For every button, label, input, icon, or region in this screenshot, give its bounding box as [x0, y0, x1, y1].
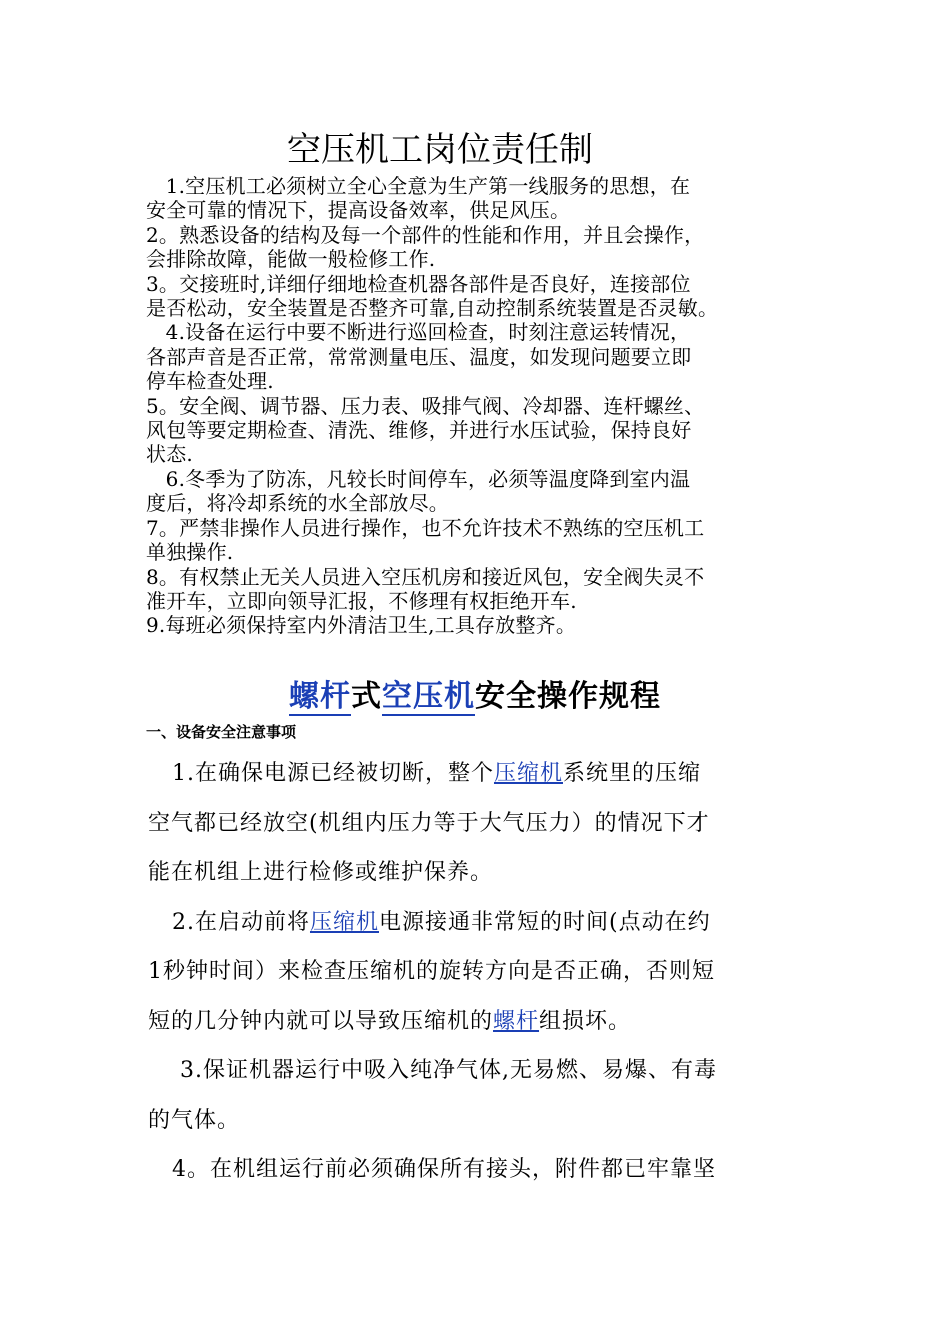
section1-line: 状态.: [146, 442, 193, 467]
section2-line: 4。在机组运行前必须确保所有接头，附件都已牢靠坚: [148, 1157, 716, 1182]
section1-line: 6.冬季为了防冻，凡较长时间停车，必须等温度降到室内温: [146, 466, 691, 491]
section1-line: 8。有权禁止无关人员进入空压机房和接近风包，安全阀失灵不: [146, 564, 705, 589]
section1-line: 会排除故障，能做一般检修工作.: [146, 247, 436, 272]
text: 系统里的压缩: [563, 761, 702, 786]
section1-line: 7。严禁非操作人员进行操作，也不允许技术不熟练的空压机工: [146, 515, 705, 540]
section2-line: [148, 898, 848, 948]
section1-line: 是否松动，安全装置是否整齐可靠,自动控制系统装置是否灵敏。: [146, 296, 719, 321]
section1-body: [146, 174, 836, 638]
section2-line: [148, 749, 848, 799]
section1-line: 各部声音是否正常，常常测量电压、温度，如发现问题要立即: [146, 344, 692, 369]
title-link-screw[interactable]: 螺杆: [289, 679, 351, 714]
section1-line: 单独操作.: [146, 540, 234, 565]
section2-line: 的气体。: [148, 1107, 241, 1133]
section2-line: 1秒钟时间）来检查压缩机的旋转方向是否正确，否则短: [148, 959, 715, 984]
doc-title-2: [0, 678, 950, 716]
section1-line: 2。熟悉设备的结构及每一个部件的性能和作用，并且会操作，: [146, 222, 705, 247]
text: 电源接通非常短的时间(点动在约: [379, 909, 711, 935]
section1-line: 4.设备在运行中要不断进行巡回检查，时刻注意运转情况，: [146, 320, 691, 345]
text: 2.在启动前将: [148, 909, 310, 935]
title-link-air-compressor[interactable]: 空压机: [382, 679, 475, 714]
text: 短的几分钟内就可以导致压缩机的: [148, 1008, 494, 1034]
section2-line: 3.保证机器运行中吸入纯净气体,无易燃、易爆、有毒: [148, 1058, 717, 1083]
link-compressor[interactable]: 压缩机: [309, 909, 379, 935]
title-text: 安全操作规程: [475, 679, 661, 714]
link-compressor[interactable]: 压缩机: [493, 761, 563, 786]
section1-line: 3。交接班时,详细仔细地检查机器各部件是否良好，连接部位: [146, 271, 691, 296]
section1-line: 风包等要定期检查、清洗、维修，并进行水压试验，保持良好: [146, 418, 692, 443]
doc-title-1: 空压机工岗位责任制: [287, 130, 593, 170]
section-subheading: 一、设备安全注意事项: [146, 723, 297, 741]
section1-line: 安全可靠的情况下，提高设备效率，供足风压。: [146, 198, 571, 223]
section1-line: 停车检查处理.: [146, 369, 274, 394]
section2-line: [148, 997, 848, 1047]
link-screw[interactable]: 螺杆: [493, 1008, 540, 1034]
section1-line: 5。安全阀、调节器、压力表、吸排气阀、冷却器、连杆螺丝、: [146, 393, 705, 418]
section1-line: 9.每班必须保持室内外清洁卫生,工具存放整齐。: [146, 613, 577, 638]
section1-line: 度后，将冷却系统的水全部放尽。: [146, 491, 449, 516]
section1-line: 1.空压机工必须树立全心全意为生产第一线服务的思想，在: [146, 174, 691, 198]
title-text: 式: [351, 679, 382, 714]
section1-line: 准开车，立即向领导汇报，不修理有权拒绝开车.: [146, 588, 577, 613]
text: 组损坏。: [539, 1008, 632, 1034]
section2-body: [148, 749, 848, 1195]
text: 1.在确保电源已经被切断，整个: [148, 761, 494, 786]
section2-line: 能在机组上进行检修或维护保养。: [148, 860, 494, 885]
section2-line: 空气都已经放空(机组内压力等于大气压力）的情况下才: [148, 810, 710, 836]
